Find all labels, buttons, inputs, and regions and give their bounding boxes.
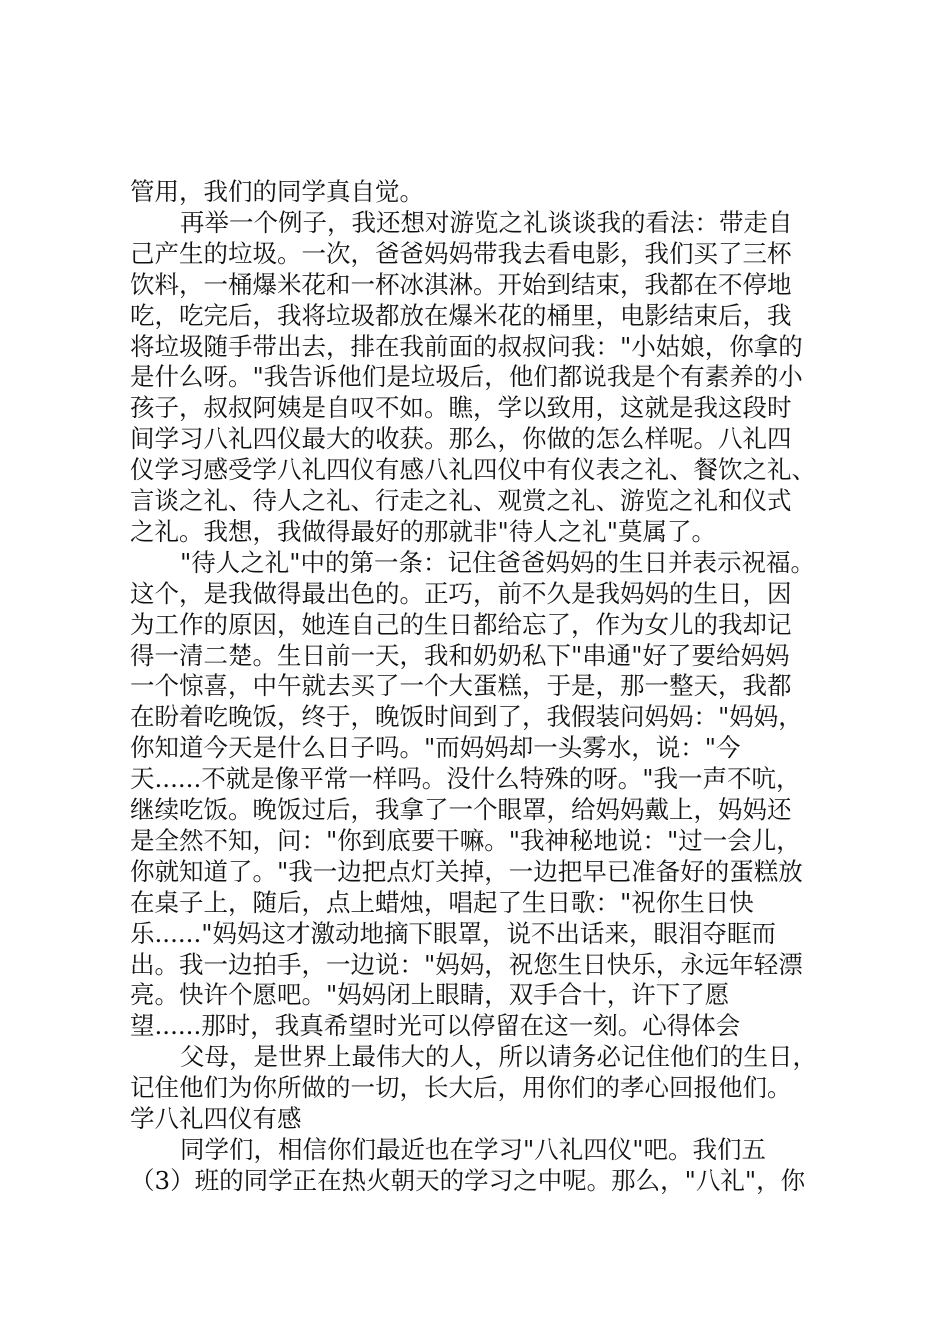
text-line: "待人之礼"中的第一条：记住爸爸妈妈的生日并表示祝福。 [180, 547, 816, 577]
text-line: 父母，是世界上最伟大的人，所以请务必记住他们的生日， [180, 1042, 817, 1072]
text-line: 望......那时，我真希望时光可以停留在这一刻。心得体会 [130, 1011, 741, 1041]
text-line: 孩子，叔叔阿姨是自叹不如。瞧，学以致用，这就是我这段时 [130, 393, 792, 423]
text-line: 为工作的原因，她连自己的生日都给忘了，作为女儿的我却记 [130, 609, 792, 639]
text-line: 一个惊喜，中午就去买了一个大蛋糕，于是，那一整天，我都 [130, 671, 792, 701]
text-line: 得一清二楚。生日前一天，我和奶奶私下"串通"好了要给妈妈 [130, 640, 790, 670]
text-line: 之礼。我想，我做得最好的那就非"待人之礼"莫属了。 [130, 516, 717, 546]
text-line: 将垃圾随手带出去，排在我前面的叔叔问我："小姑娘，你拿的 [130, 331, 803, 361]
text-line: 在盼着吃晚饭，终于，晚饭时间到了，我假装问妈妈："妈妈， [130, 702, 803, 732]
text-line: 言谈之礼、待人之礼、行走之礼、观赏之礼、游览之礼和仪式 [130, 486, 792, 515]
text-line: 这个，是我做得最出色的。正巧，前不久是我妈妈的生日，因 [130, 578, 792, 608]
text-line: 再举一个例子，我还想对游览之礼谈谈我的看法：带走自 [180, 207, 793, 237]
text-line: 饮料，一桶爆米花和一杯冰淇淋。开始到结束，我都在不停地 [130, 269, 792, 299]
text-line: 仪学习感受学八礼四仪有感八礼四仪中有仪表之礼、餐饮之礼、 [130, 455, 816, 485]
text-line: 吃，吃完后，我将垃圾都放在爆米花的桶里，电影结束后，我 [130, 300, 792, 330]
text-line: 记住他们为你所做的一切，长大后，用你们的孝心回报他们。 [130, 1073, 792, 1103]
text-line: 己产生的垃圾。一次，爸爸妈妈带我去看电影，我们买了三杯 [130, 238, 792, 268]
text-line: 是全然不知，问："你到底要干嘛。"我神秘地说："过一会儿， [130, 825, 801, 855]
text-line: 你就知道了。"我一边把点灯关掉，一边把早已准备好的蛋糕放 [130, 856, 803, 886]
text-line: 出。我一边拍手，一边说："妈妈，祝您生日快乐，永远年轻漂 [130, 949, 803, 979]
text-line: 乐......"妈妈这才激动地摘下眼罩，说不出话来，眼泪夺眶而 [130, 918, 776, 948]
text-line: 同学们，相信你们最近也在学习"八礼四仪"吧。我们五 [180, 1134, 767, 1164]
text-line: 间学习八礼四仪最大的收获。那么，你做的怎么样呢。八礼四 [130, 424, 792, 454]
text-line: 在桌子上，随后，点上蜡烛，唱起了生日歌："祝你生日快 [130, 887, 754, 917]
text-line: 天......不就是像平常一样吗。没什么特殊的呀。"我一声不吭， [130, 764, 801, 794]
text-line: 继续吃饭。晚饭过后，我拿了一个眼罩，给妈妈戴上，妈妈还 [130, 795, 792, 824]
text-line: 你知道今天是什么日子吗。"而妈妈却一头雾水，说："今 [130, 733, 741, 763]
text-line: 亮。快许个愿吧。"妈妈闭上眼睛，双手合十，许下了愿 [130, 980, 730, 1010]
text-line: 管用，我们的同学真自觉。 [130, 177, 424, 206]
text-line: 学八礼四仪有感 [130, 1104, 302, 1133]
text-line: 是什么呀。"我告诉他们是垃圾后，他们都说我是个有素养的小 [130, 362, 803, 392]
text-line: （3）班的同学正在热火朝天的学习之中呢。那么，"八礼"，你 [130, 1165, 806, 1195]
